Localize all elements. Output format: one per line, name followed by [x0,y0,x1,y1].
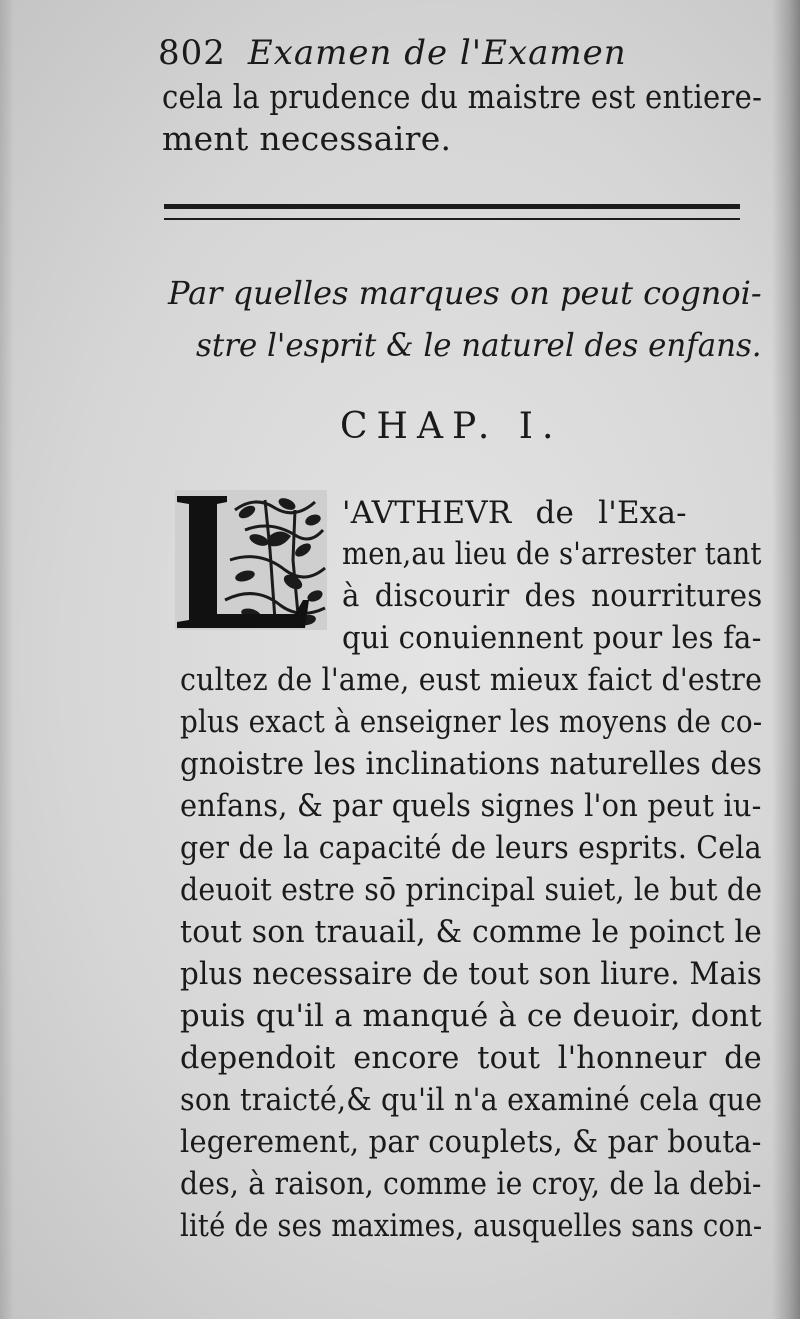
body-line-16: legerement, par couplets, & par bouta- [180,1124,762,1160]
body-line-6: plus exact à enseigner les moyens de co- [180,704,763,740]
body-line-14: dependoit encore tout l'honneur de [180,1040,762,1076]
chapter-label: CHAP. I. [340,406,563,447]
chapter-title-line-2: stre l'esprit & le naturel des enfans. [196,326,762,364]
body-line-4: qui conuiennent pour les fa- [342,620,762,656]
body-line-13: puis qu'il a manqué à ce deuoir, dont [180,998,762,1034]
body-line-12: plus necessaire de tout son liure. Mais [180,956,763,992]
section-rule-bottom [164,218,740,220]
body-line-2: men,au lieu de s'arrester tant [342,536,762,572]
drop-cap-ornament-icon [175,490,327,630]
chapter-title-line-1: Par quelles marques on peut cognoi- [168,274,762,312]
body-line-3: à discourir des nourritures [342,578,763,614]
body-line-11: tout son trauail, & comme le poinct le [180,914,763,950]
body-line-15: son traicté,& qu'il n'a examiné cela que [180,1082,763,1118]
body-line-17: des, à raison, comme ie croy, de la debi- [180,1166,762,1202]
page-left-shadow [0,0,14,1319]
body-line-8: enfans, & par quels signes l'on peut iu- [180,788,762,824]
ornamental-drop-cap [175,490,327,630]
opening-line-2: ment necessaire. [162,119,452,158]
running-title: Examen de l'Examen [247,33,627,73]
body-line-9: ger de la capacité de leurs esprits. Cela [180,830,762,866]
section-rule-top [164,204,740,209]
page-gutter-shadow [772,0,800,1319]
body-line-5: cultez de l'ame, eust mieux faict d'estre [180,662,763,698]
body-line-7: gnoistre les inclinations naturelles des [180,746,763,782]
page-number: 802 [158,33,226,73]
running-head [158,28,758,78]
opening-line-1: cela la prudence du maistre est entiere- [162,77,763,116]
body-line-18: lité de ses maximes, ausquelles sans con- [180,1208,763,1244]
body-line-10: deuoit estre sō principal suiet, le but de [180,872,763,908]
body-line-1: 'AVTHEVR de l'Exa- [342,495,687,531]
